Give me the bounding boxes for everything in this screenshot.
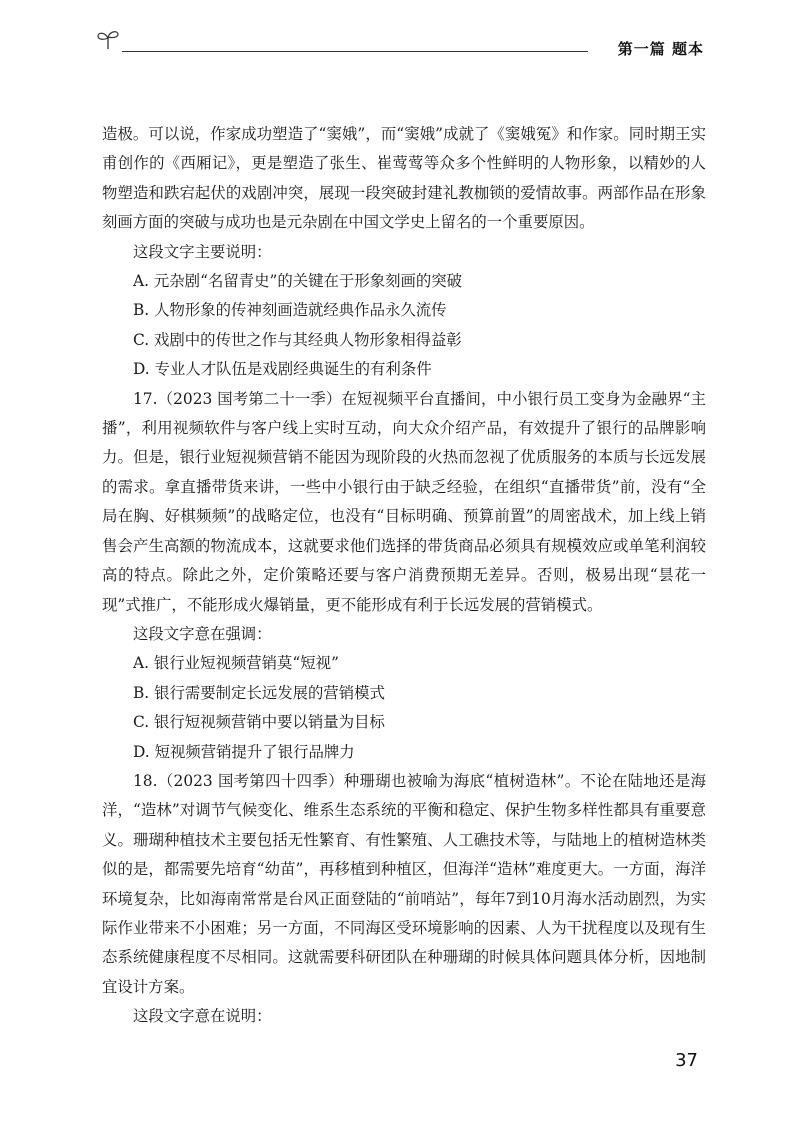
- question-16-prompt: 这段文字主要说明：: [133, 242, 272, 261]
- question-17-option-b: B. 银行需要制定长远发展的营销模式: [133, 683, 385, 702]
- question-16-paragraph-continued: 造极。可以说，作家成功塑造了“窦娥”，而“窦娥”成就了《窦娥冤》和作家。同时期王实甫创作的《西厢记》，更是塑造了张生、崔莺莺等众多个性鲜明的人物形象，以精妙的人物塑造和跌宕起伏的戏剧冲突，展现一段突破封建礼教枷锁的爱情故事。两部作品在形象刻画方面的突破与成功也是元杂剧在中国文学史上留名的一个重要原因。: [102, 125, 706, 232]
- question-17-option-d: D. 短视频营销提升了银行品牌力: [133, 742, 355, 761]
- sprout-icon: [96, 28, 120, 54]
- question-16-option-d: D. 专业人才队伍是戏剧经典诞生的有利条件: [133, 360, 432, 379]
- question-16-option-c: C. 戏剧中的传世之作与其经典人物形象相得益彰: [133, 330, 462, 349]
- question-16-option-a: A. 元杂剧“名留青史”的关键在于形象刻画的突破: [133, 272, 463, 291]
- page-number: 37: [675, 1050, 698, 1071]
- question-17-option-a: A. 银行业短视频营销莫“短视”: [133, 654, 339, 673]
- question-17-option-c: C. 银行短视频营销中要以销量为目标: [133, 713, 385, 732]
- header-rule: [122, 51, 588, 52]
- question-16-option-b: B. 人物形象的传神刻画造就经典作品永久流传: [133, 301, 447, 320]
- question-18-prompt: 这段文字意在说明：: [133, 1007, 272, 1026]
- question-17-prompt: 这段文字意在强调：: [133, 624, 272, 643]
- page-content: [102, 120, 706, 1032]
- question-18-paragraph: 18.（2023 国考第四十四季）种珊瑚也被喻为海底“植树造林”。不论在陆地还是海洋，“造林”对调节气候变化、维系生态系统的平衡和稳定、保护生物多样性都具有重要意义。珊瑚种植技术主要包括无性繁育、有性繁殖、人工礁技术等，与陆地上的植树造林类似的是，都需要先培育“幼苗”，再移植到种植区，但海洋“造林”难度更大。一方面，海洋环境复杂，比如海南常常是台风正面登陆的“前哨站”，每年7到10月海水活动剧烈，为实际作业带来不小困难；另一方面，不同海区受环境影响的因素、人为干扰程度以及现有生态系统健康程度不尽相同。这就需要科研团队在种珊瑚的时候具体问题具体分析，因地制宜设计方案。: [102, 771, 706, 996]
- header-title: 第一篇 题本: [617, 40, 704, 58]
- running-header: [96, 22, 704, 62]
- question-17-paragraph: 17.（2023 国考第二十一季）在短视频平台直播间，中小银行员工变身为金融界“主播”，利用视频软件与客户线上实时互动，向大众介绍产品，有效提升了银行的品牌影响力。但是，银行业短视频营销不能因为现阶段的火热而忽视了优质服务的本质与长远发展的需求。拿直播带货来讲，一些中小银行由于缺乏经验，在组织“直播带货”前，没有“全局在胸、好棋频频”的战略定位，也没有“目标明确、预算前置”的周密战术，加上线上销售会产生高额的物流成本，这就要求他们选择的带货商品必须具有规模效应或单笔利润较高的特点。除此之外，定价策略还要与客户消费预期无差异。否则，极易出现“昙花一现”式推广，不能形成火爆销量，更不能形成有利于长远发展的营销模式。: [102, 389, 706, 614]
